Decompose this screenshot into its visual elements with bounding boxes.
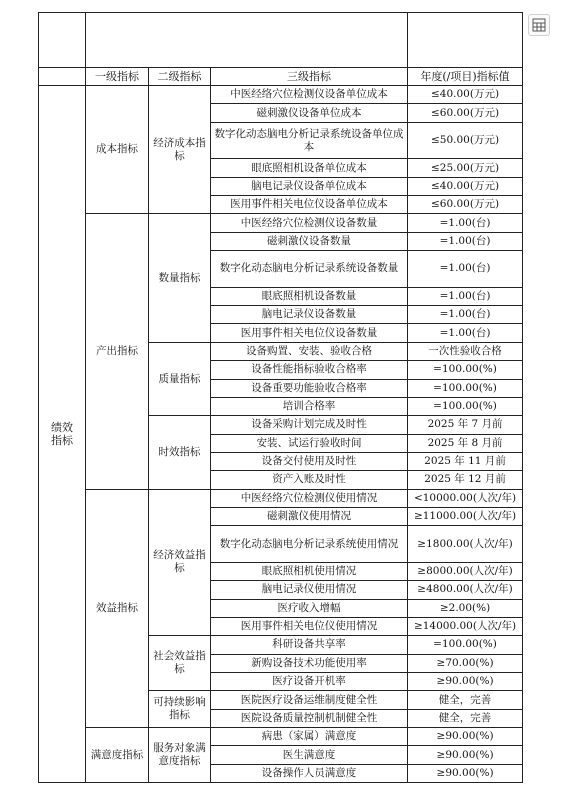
blank-cell [86,13,408,68]
indicator-value: ≤50.00(万元) [408,122,523,159]
subgroup-cell [149,489,211,636]
group-label: 产出指标 [96,344,138,357]
group-label: 效益指标 [96,601,138,614]
grid-view-icon[interactable] [528,14,550,36]
indicator-label: 中医经络穴位检测仪设备单位成本 [211,86,408,104]
indicator-value: ≥4800.00(人次/年) [408,581,523,599]
table-row [39,86,523,104]
indicator-value: <10000.00(人次/年) [408,489,523,507]
subgroup-label: 数量指标 [158,271,201,284]
header-level1: 一级指标 [86,68,149,86]
indicator-label: 新购设备技术功能使用率 [211,654,408,672]
indicator-value: =1.00(台) [408,232,523,250]
indicator-label: 脑电记录仪设备单位成本 [211,177,408,195]
indicator-label: 设备采购计划完成及时性 [211,416,408,434]
indicator-label: 数字化动态脑电分析记录系统设备单位成本 [211,122,408,159]
level1-label: 绩效指标 [51,421,73,448]
indicator-value: =1.00(台) [408,214,523,232]
indicator-label: 资产入账及时性 [211,471,408,489]
group-cell [86,214,149,489]
indicator-value: ≤25.00(万元) [408,159,523,177]
header-level3: 三级指标 [211,68,408,86]
subgroup-cell [149,342,211,415]
indicator-value: ≥70.00(%) [408,654,523,672]
indicator-label: 眼底照相机设备数量 [211,287,408,305]
indicator-value: =100.00(%) [408,636,523,654]
indicator-label: 脑电记录仪使用情况 [211,581,408,599]
header-level2: 二级指标 [149,68,211,86]
subgroup-cell [149,86,211,214]
indicator-value: =100.00(%) [408,379,523,397]
subgroup-label: 社会效益指标 [153,650,206,676]
indicator-value: 健全，完善 [408,691,523,709]
group-cell [86,489,149,727]
blank-cell [39,13,86,68]
indicator-label: 眼底照相机使用情况 [211,562,408,580]
indicator-label: 医用事件相关电位仪设备单位成本 [211,196,408,214]
indicator-label: 病患（家属）满意度 [211,728,408,746]
indicator-label: 设备购置、安装、验收合格 [211,342,408,360]
level1-cell [39,86,86,783]
indicator-label: 磁刺激仪设备单位成本 [211,104,408,122]
table-body [39,13,523,783]
indicator-value: ≥90.00(%) [408,728,523,746]
indicator-value: 2025 年 11 月前 [408,452,523,470]
indicator-value: ≤40.00(万元) [408,177,523,195]
indicator-label: 医院医疗设备运维制度健全性 [211,691,408,709]
header-blank [39,68,86,86]
subgroup-cell [149,691,211,728]
blank-cell [408,13,523,68]
indicator-value: ≥90.00(%) [408,746,523,764]
indicator-value: ≥2.00(%) [408,599,523,617]
indicator-label: 设备重要功能验收合格率 [211,379,408,397]
grid-view-icon-glyph [532,18,546,32]
table-row [39,728,523,746]
indicator-label: 设备操作人员满意度 [211,764,408,782]
indicator-label: 医生满意度 [211,746,408,764]
indicator-value: 一次性验收合格 [408,342,523,360]
group-label: 成本指标 [96,143,138,156]
header-value: 年度(/项目)指标值 [408,68,523,86]
indicator-value: ≥90.00(%) [408,673,523,691]
subgroup-cell [149,728,211,783]
group-cell [86,86,149,214]
table-row [39,214,523,232]
indicator-label: 数字化动态脑电分析记录系统设备数量 [211,251,408,288]
table-row [39,489,523,507]
indicator-value: ≥1800.00(人次/年) [408,526,523,563]
indicator-label: 设备交付使用及时性 [211,452,408,470]
subgroup-label: 质量指标 [158,372,201,385]
indicator-label: 科研设备共享率 [211,636,408,654]
subgroup-label: 时效指标 [158,445,201,458]
indicator-value: =1.00(台) [408,251,523,288]
indicator-label: 医疗设备开机率 [211,673,408,691]
indicator-label: 中医经络穴位检测仪使用情况 [211,489,408,507]
indicator-value: 2025 年 12 月前 [408,471,523,489]
indicator-value: ≥8000.00(人次/年) [408,562,523,580]
indicator-value: ≤40.00(万元) [408,86,523,104]
subgroup-label: 经济成本指标 [153,136,206,162]
indicator-label: 中医经络穴位检测仪设备数量 [211,214,408,232]
subgroup-label: 服务对象满意度指标 [153,742,206,768]
indicator-label: 医用事件相关电位仪使用情况 [211,617,408,635]
group-cell [86,728,149,783]
indicator-label: 培训合格率 [211,397,408,415]
indicator-label: 安装、试运行验收时间 [211,434,408,452]
performance-table [38,12,523,783]
indicator-value: =100.00(%) [408,397,523,415]
indicator-label: 医疗收入增幅 [211,599,408,617]
indicator-value: 2025 年 7 月前 [408,416,523,434]
indicator-label: 磁刺激仪使用情况 [211,507,408,525]
indicator-label: 设备性能指标验收合格率 [211,361,408,379]
indicator-label: 数字化动态脑电分析记录系统使用情况 [211,526,408,563]
indicator-value: =1.00(台) [408,324,523,342]
indicator-value: 2025 年 8 月前 [408,434,523,452]
indicator-value: ≥90.00(%) [408,764,523,782]
subgroup-cell [149,416,211,489]
indicator-value: ≥11000.00(人次/年) [408,507,523,525]
indicator-value: ≥14000.00(人次/年) [408,617,523,635]
group-label: 满意度指标 [90,748,144,761]
indicator-label: 磁刺激仪设备数量 [211,232,408,250]
blank-top-row [39,13,523,68]
indicator-value: =1.00(台) [408,287,523,305]
indicator-label: 医用事件相关电位仪设备数量 [211,324,408,342]
subgroup-cell [149,214,211,342]
indicator-value: ≤60.00(万元) [408,196,523,214]
indicator-value: 健全，完善 [408,709,523,727]
table-header-row [39,68,523,86]
indicator-label: 脑电记录仪设备数量 [211,306,408,324]
indicator-label: 眼底照相机设备单位成本 [211,159,408,177]
indicator-value: ≤60.00(万元) [408,104,523,122]
subgroup-cell [149,636,211,691]
subgroup-label: 经济效益指标 [153,549,206,575]
indicator-value: =1.00(台) [408,306,523,324]
subgroup-label: 可持续影响指标 [153,696,206,722]
indicator-value: =100.00(%) [408,361,523,379]
indicator-label: 医院设备质量控制机制健全性 [211,709,408,727]
